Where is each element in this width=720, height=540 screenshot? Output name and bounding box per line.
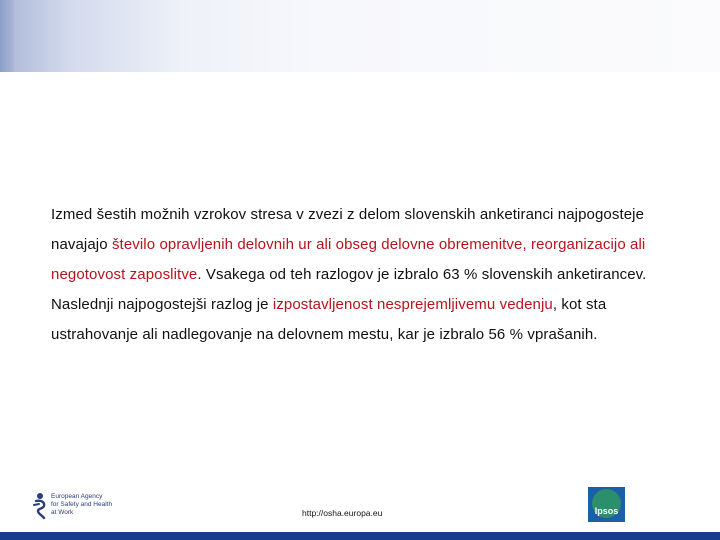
footer-url-link[interactable]: http://osha.europa.eu bbox=[302, 508, 383, 518]
logo-line: at Work bbox=[51, 509, 74, 516]
header-gradient-band bbox=[0, 0, 720, 72]
ipsos-logo-text: Ipsos bbox=[594, 506, 619, 516]
header-left-accent bbox=[0, 0, 14, 72]
paragraph-run: Izmed šestih možnih vzrokov stresa v zvezi z delom slovenskih anketiranci najpogosteje navajajo bbox=[51, 206, 645, 253]
eu-osha-logo-text bbox=[51, 493, 112, 517]
paragraph-run: . Vsakega od teh razlogov je izbralo 63 % slovenskih anketirancev. Naslednji najpogostejši razlog je bbox=[51, 266, 647, 313]
logo-line: European Agency bbox=[51, 493, 103, 500]
slide-paragraph bbox=[51, 200, 691, 350]
eu-osha-logo[interactable] bbox=[32, 492, 118, 522]
eu-osha-figure-icon bbox=[32, 492, 50, 520]
paragraph-highlight: izpostavljenost nesprejemljivemu vedenju bbox=[272, 296, 553, 313]
logo-line: for Safety and Health bbox=[51, 501, 113, 508]
paragraph-run: , kot sta ustrahovanje ali nadlegovanje na delovnem mestu, kar je izbralo 56 % vprašanih. bbox=[51, 296, 607, 343]
footer-bar bbox=[0, 532, 720, 540]
ipsos-logo[interactable] bbox=[588, 487, 625, 522]
paragraph-highlight: število opravljenih delovnih ur ali obseg delovne obremenitve, reorganizacijo ali negotovost zaposlitve bbox=[51, 236, 646, 283]
